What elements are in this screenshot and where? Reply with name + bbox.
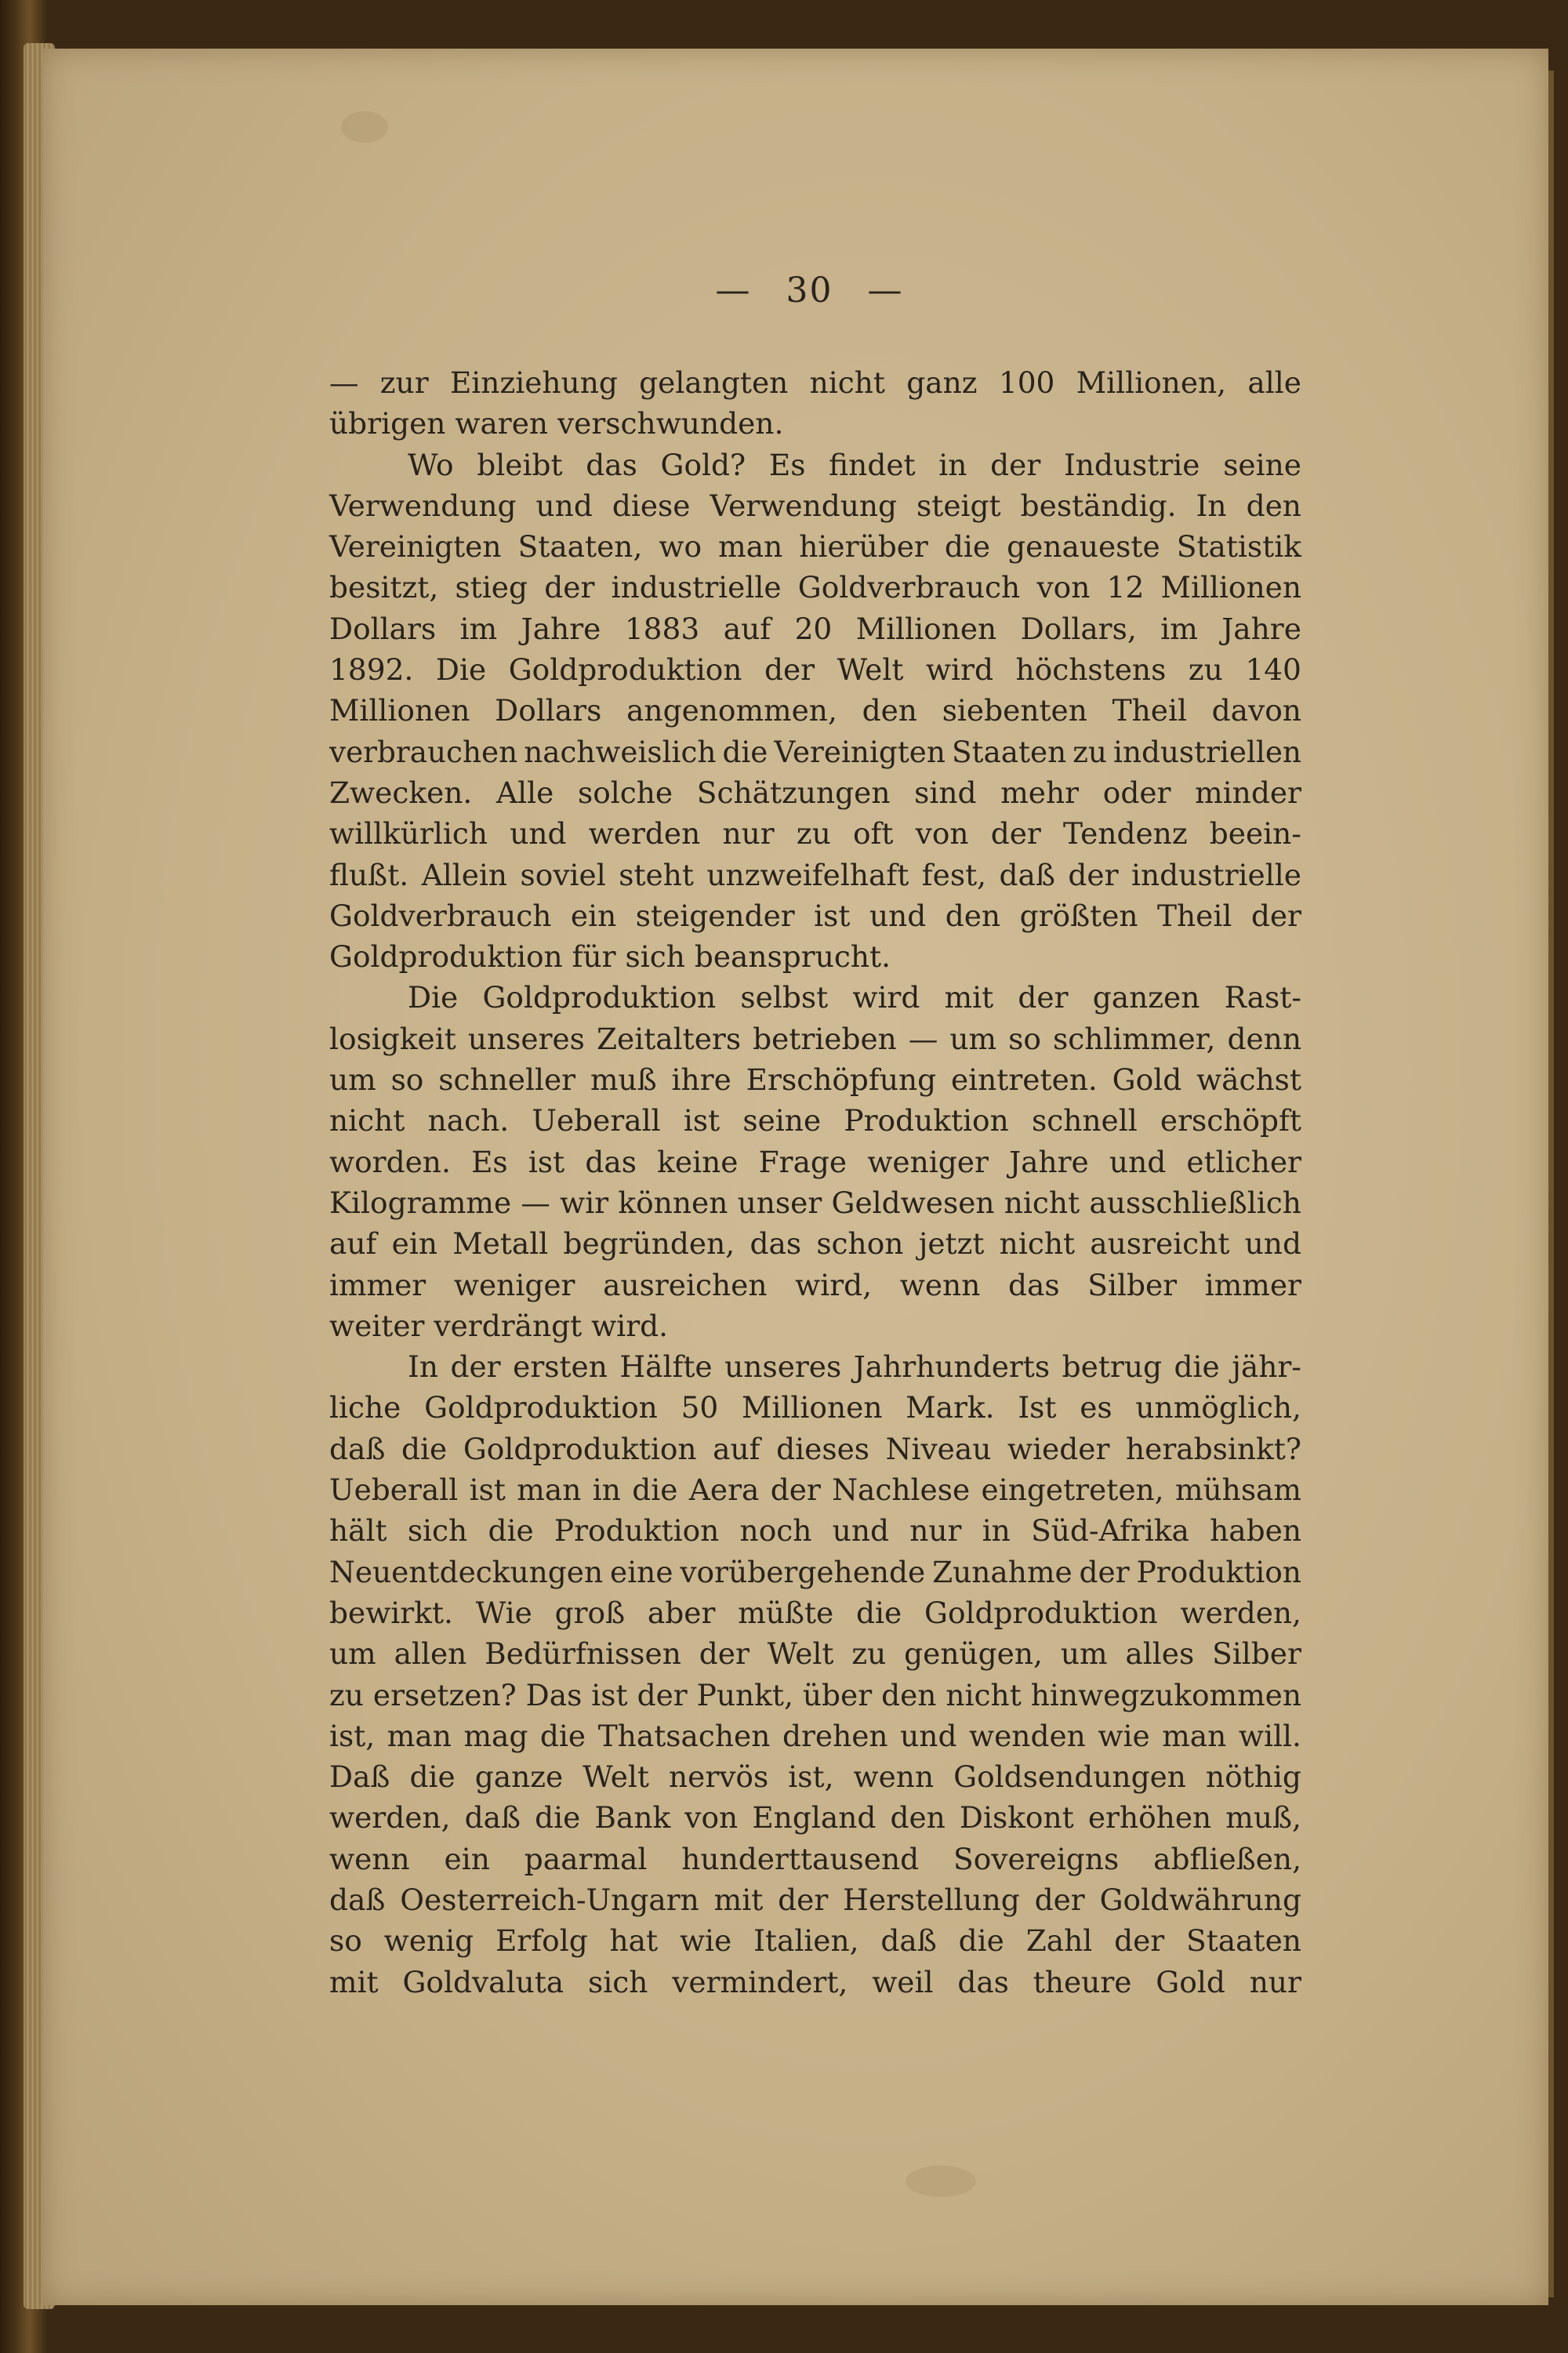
text-line: besitzt, stieg der industrielle Goldverbrauch von 12 Millionen bbox=[329, 570, 1301, 605]
text-line: bewirkt. Wie groß aber müßte die Goldproduktion werden, bbox=[329, 1595, 1301, 1630]
text-line: Die Goldproduktion selbst wird mit der ganzen Rast- bbox=[408, 980, 1301, 1015]
text-line: losigkeit unseres Zeitalters betrieben — um so schlimmer, denn bbox=[329, 1021, 1301, 1056]
text-line: daß Oesterreich-Ungarn mit der Herstellung der Goldwährung bbox=[329, 1882, 1301, 1917]
paper-stain bbox=[906, 2166, 976, 2197]
text-line: verbrauchen nachweislich die Vereinigten Staaten zu industriellen bbox=[329, 734, 1301, 769]
text-line: um so schneller muß ihre Erschöpfung eintreten. Gold wächst bbox=[329, 1062, 1301, 1098]
text-line: liche Goldproduktion 50 Millionen Mark. Ist es unmöglich, bbox=[329, 1390, 1301, 1425]
body-text bbox=[329, 362, 1301, 2003]
text-line: Wo bleibt das Gold? Es findet in der Industrie seine bbox=[408, 447, 1301, 482]
text-line: um allen Bedürfnissen der Welt zu genügen, um alles Silber bbox=[329, 1636, 1301, 1672]
text-line: Ueberall ist man in die Aera der Nachlese eingetreten, mühsam bbox=[329, 1472, 1301, 1508]
text-line: zu ersetzen? Das ist der Punkt, über den nicht hinwegzukommen bbox=[329, 1677, 1301, 1712]
text-line: Neuentdeckungen eine vorübergehende Zunahme der Produktion bbox=[329, 1554, 1301, 1589]
text-line: daß die Goldproduktion auf dieses Niveau wieder herabsinkt? bbox=[329, 1431, 1301, 1466]
text-line: wenn ein paarmal hunderttausend Sovereigns abfließen, bbox=[329, 1841, 1301, 1876]
text-line: immer weniger ausreichen wird, wenn das Silber immer bbox=[329, 1267, 1301, 1302]
paper-stain bbox=[341, 111, 388, 143]
page-number: 30 bbox=[786, 271, 833, 310]
text-line: Millionen Dollars angenommen, den siebenten Theil davon bbox=[329, 693, 1301, 728]
text-line: weiter verdrängt wird. bbox=[329, 1308, 669, 1343]
text-line: auf ein Metall begründen, das schon jetzt nicht ausreicht und bbox=[329, 1226, 1301, 1262]
text-line: 1892. Die Goldproduktion der Welt wird höchstens zu 140 bbox=[329, 652, 1301, 688]
text-line: Zwecken. Alle solche Schätzungen sind mehr oder minder bbox=[329, 775, 1301, 810]
text-line: mit Goldvaluta sich vermindert, weil das theure Gold nur bbox=[329, 1964, 1301, 1999]
text-line: so wenig Erfolg hat wie Italien, daß die Zahl der Staaten bbox=[329, 1923, 1301, 1959]
text-line: Kilogramme — wir können unser Geldwesen nicht ausschließlich bbox=[329, 1185, 1301, 1220]
page-header bbox=[0, 271, 1568, 310]
text-line: Goldproduktion für sich beansprucht. bbox=[329, 939, 891, 975]
text-line: — zur Einziehung gelangten nicht ganz 100 Millionen, alle bbox=[329, 365, 1301, 400]
text-line: übrigen waren verschwunden. bbox=[329, 406, 784, 441]
text-line: Dollars im Jahre 1883 auf 20 Millionen Dollars, im Jahre bbox=[329, 611, 1301, 646]
header-dash-left: — bbox=[715, 271, 752, 310]
text-line: Daß die ganze Welt nervös ist, wenn Goldsendungen nöthig bbox=[329, 1759, 1301, 1795]
text-line: flußt. Allein soviel steht unzweifelhaft fest, daß der industrielle bbox=[329, 857, 1301, 892]
text-line: ist, man mag die Thatsachen drehen und wenden wie man will. bbox=[329, 1718, 1301, 1753]
text-line: Goldverbrauch ein steigender ist und den größten Theil der bbox=[329, 898, 1301, 933]
text-line: worden. Es ist das keine Frage weniger Jahre und etlicher bbox=[329, 1144, 1301, 1179]
text-line: In der ersten Hälfte unseres Jahrhunderts betrug die jähr- bbox=[408, 1349, 1301, 1385]
text-line: willkürlich und werden nur zu oft von der Tendenz beein- bbox=[329, 816, 1301, 852]
text-line: Verwendung und diese Verwendung steigt beständig. In den bbox=[329, 488, 1301, 523]
text-line: werden, daß die Bank von England den Diskont erhöhen muß, bbox=[329, 1800, 1301, 1836]
header-dash-right: — bbox=[867, 271, 904, 310]
text-line: nicht nach. Ueberall ist seine Produktion schnell erschöpft bbox=[329, 1103, 1301, 1138]
text-line: Vereinigten Staaten, wo man hierüber die genaueste Statistik bbox=[329, 529, 1301, 565]
text-line: hält sich die Produktion noch und nur in Süd-Afrika haben bbox=[329, 1513, 1301, 1549]
